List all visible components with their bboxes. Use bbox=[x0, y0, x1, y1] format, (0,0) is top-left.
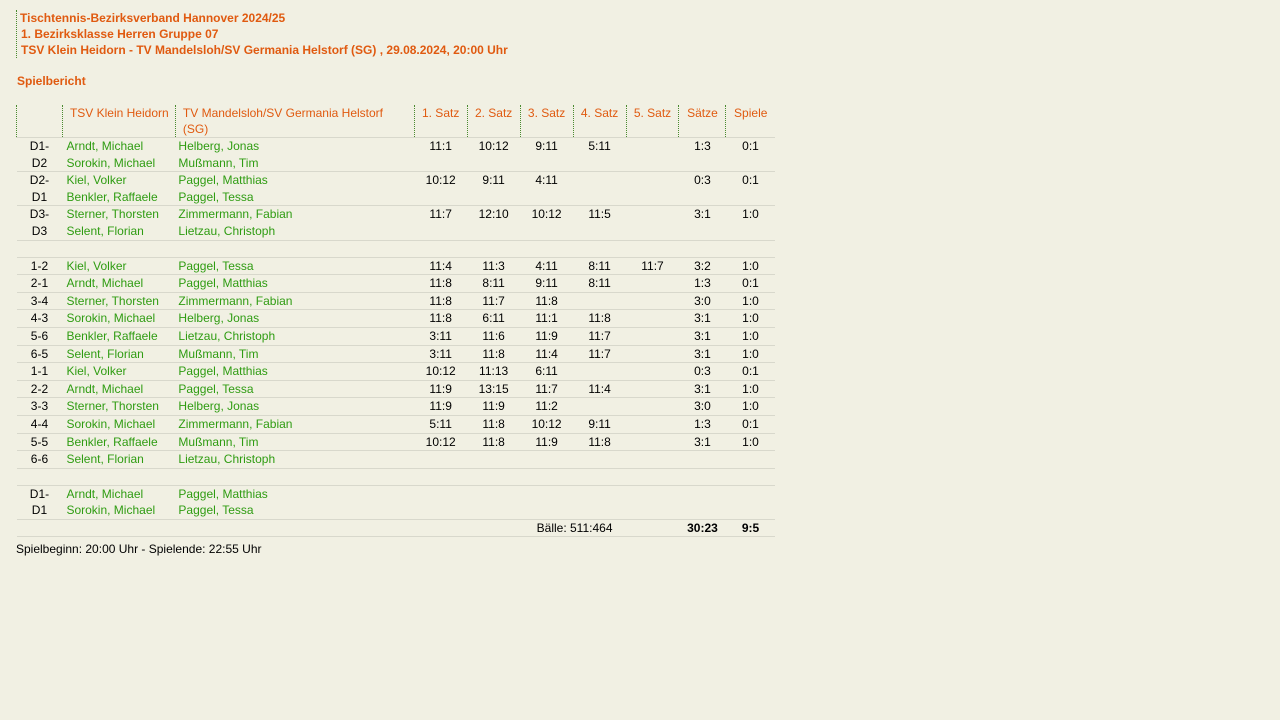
set-score bbox=[573, 292, 626, 310]
set-score: 11:4 bbox=[520, 345, 573, 363]
sets-result: 3:1 bbox=[679, 380, 726, 398]
home-player: Sorokin, Michael bbox=[62, 155, 175, 172]
set-score: 6:11 bbox=[467, 310, 520, 328]
doubles-row bbox=[17, 502, 776, 519]
pair-label: 5-5 bbox=[17, 433, 63, 451]
empty-cell bbox=[726, 468, 775, 485]
empty-cell bbox=[726, 189, 775, 206]
set-score: 4:11 bbox=[535, 173, 558, 188]
game-result: 1:0 bbox=[726, 327, 775, 345]
set-score bbox=[467, 451, 520, 469]
section-title: Spielbericht bbox=[17, 74, 86, 88]
set-score: 4:11 bbox=[520, 257, 573, 275]
set-score bbox=[573, 451, 626, 469]
singles-row bbox=[17, 398, 776, 416]
empty-cell bbox=[467, 155, 520, 172]
set-score: 9:11 bbox=[520, 275, 573, 293]
game-result: 1:0 bbox=[726, 345, 775, 363]
match-title: TSV Klein Heidorn - TV Mandelsloh/SV Germania Helstorf (SG) , 29.08.2024, 20:00 Uhr bbox=[21, 43, 508, 57]
set-score: 11:4 bbox=[414, 257, 467, 275]
empty-cell bbox=[679, 155, 726, 172]
set-score bbox=[626, 310, 679, 328]
set-score: 11:8 bbox=[467, 433, 520, 451]
game-result: 1:0 bbox=[726, 257, 775, 275]
guest-player: Paggel, Tessa bbox=[175, 189, 414, 206]
set-score: 11:9 bbox=[414, 398, 467, 416]
guest-player: Helberg, Jonas bbox=[175, 310, 414, 328]
pair-label: D1 bbox=[17, 502, 63, 519]
empty-cell bbox=[626, 502, 679, 519]
empty-cell bbox=[414, 155, 467, 172]
pair-label: D1 bbox=[17, 189, 63, 206]
set-score: 3:11 bbox=[414, 327, 467, 345]
empty-cell bbox=[414, 468, 467, 485]
set-score: 11:7 bbox=[573, 327, 626, 345]
empty-cell bbox=[573, 502, 626, 519]
set-score: 12:10 bbox=[478, 207, 509, 222]
guest-player: Lietzau, Christoph bbox=[175, 223, 414, 240]
home-player: Sorokin, Michael bbox=[62, 415, 175, 433]
guest-player: Mußmann, Tim bbox=[175, 345, 414, 363]
set-score bbox=[573, 363, 626, 381]
empty-cell bbox=[679, 189, 726, 206]
empty-cell bbox=[520, 155, 573, 172]
pair-label: D2 bbox=[17, 155, 63, 172]
empty-cell bbox=[626, 189, 679, 206]
game-result: 0:1 bbox=[726, 415, 775, 433]
empty-cell bbox=[626, 468, 679, 485]
home-player: Arndt, Michael bbox=[66, 486, 144, 501]
set-score: 11:7 bbox=[626, 257, 679, 275]
guest-player: Paggel, Matthias bbox=[178, 173, 268, 188]
set-score: 11:8 bbox=[414, 292, 467, 310]
guest-player: Helberg, Jonas bbox=[175, 398, 414, 416]
pair-label: 2-1 bbox=[17, 275, 63, 293]
home-player: Sorokin, Michael bbox=[62, 502, 175, 519]
pair-label: 4-3 bbox=[17, 310, 63, 328]
guest-player: Paggel, Tessa bbox=[175, 380, 414, 398]
singles-row bbox=[17, 380, 776, 398]
sets-result bbox=[679, 451, 726, 469]
home-player: Sterner, Thorsten bbox=[62, 292, 175, 310]
guest-player: Lietzau, Christoph bbox=[175, 327, 414, 345]
empty-cell bbox=[414, 502, 467, 519]
set-score: 11:5 bbox=[588, 207, 611, 222]
pair-label: D1- bbox=[29, 486, 50, 501]
doubles-row bbox=[17, 138, 776, 155]
set-score: 13:15 bbox=[467, 380, 520, 398]
doubles-row bbox=[17, 172, 776, 189]
set-score: 11:9 bbox=[520, 433, 573, 451]
set-score: 11:8 bbox=[467, 345, 520, 363]
empty-cell bbox=[679, 502, 726, 519]
sets-result: 1:3 bbox=[694, 139, 711, 153]
set-score bbox=[626, 138, 679, 155]
guest-player: Zimmermann, Fabian bbox=[175, 292, 414, 310]
empty-cell bbox=[414, 240, 467, 257]
game-result: 1:0 bbox=[726, 292, 775, 310]
sets-result: 3:1 bbox=[679, 345, 726, 363]
singles-row bbox=[17, 275, 776, 293]
empty-cell bbox=[573, 223, 626, 240]
set-score bbox=[626, 345, 679, 363]
pair-label: D1- bbox=[29, 139, 50, 153]
col-set3: 3. Satz bbox=[520, 105, 573, 138]
doubles-row bbox=[17, 485, 776, 502]
empty-cell bbox=[520, 502, 573, 519]
set-score bbox=[626, 292, 679, 310]
home-player: Benkler, Raffaele bbox=[62, 327, 175, 345]
home-player: Arndt, Michael bbox=[62, 275, 175, 293]
empty-cell bbox=[679, 240, 726, 257]
singles-row bbox=[17, 363, 776, 381]
home-player: Selent, Florian bbox=[62, 223, 175, 240]
set-score: 8:11 bbox=[467, 275, 520, 293]
balls-total: Bälle: 511:464 bbox=[414, 519, 679, 537]
doubles-row bbox=[17, 223, 776, 240]
set-score bbox=[520, 451, 573, 469]
game-result: 0:1 bbox=[742, 173, 759, 188]
set-score bbox=[626, 363, 679, 381]
set-score: 11:1 bbox=[429, 139, 452, 153]
col-guest: TV Mandelsloh/SV Germania Helstorf (SG) bbox=[175, 105, 414, 138]
set-score: 3:11 bbox=[414, 345, 467, 363]
table-body bbox=[17, 138, 776, 537]
pair-label: D3- bbox=[29, 207, 50, 222]
pair-label: 6-6 bbox=[17, 451, 63, 469]
empty-cell bbox=[414, 223, 467, 240]
set-score: 11:9 bbox=[520, 327, 573, 345]
empty-cell bbox=[175, 240, 414, 257]
set-score: 10:12 bbox=[478, 139, 509, 153]
spacer-row bbox=[17, 240, 776, 257]
doubles-row bbox=[17, 189, 776, 206]
set-score: 5:11 bbox=[414, 415, 467, 433]
home-player: Kiel, Volker bbox=[62, 257, 175, 275]
spacer-row bbox=[17, 468, 776, 485]
empty-cell bbox=[573, 468, 626, 485]
guest-player: Paggel, Tessa bbox=[175, 502, 414, 519]
empty-cell bbox=[467, 223, 520, 240]
empty-cell bbox=[626, 240, 679, 257]
pair-label: 3-4 bbox=[17, 292, 63, 310]
empty-cell bbox=[573, 155, 626, 172]
pair-label: 1-1 bbox=[17, 363, 63, 381]
home-player: Benkler, Raffaele bbox=[62, 189, 175, 206]
game-result: 0:1 bbox=[726, 275, 775, 293]
sets-result: 0:3 bbox=[679, 363, 726, 381]
empty-cell bbox=[573, 189, 626, 206]
doubles-row bbox=[17, 155, 776, 172]
singles-row bbox=[17, 433, 776, 451]
empty-cell bbox=[573, 485, 626, 502]
col-pair bbox=[17, 105, 63, 138]
game-result bbox=[726, 451, 775, 469]
pair-label: 3-3 bbox=[17, 398, 63, 416]
sets-result: 3:1 bbox=[694, 207, 711, 222]
game-result: 1:0 bbox=[742, 207, 759, 222]
empty-cell bbox=[520, 240, 573, 257]
empty-cell bbox=[414, 189, 467, 206]
empty-cell bbox=[520, 223, 573, 240]
sets-result: 3:2 bbox=[679, 257, 726, 275]
pair-label: 1-2 bbox=[17, 257, 63, 275]
set-score: 11:8 bbox=[573, 433, 626, 451]
set-score: 10:12 bbox=[414, 363, 467, 381]
guest-player: Paggel, Tessa bbox=[175, 257, 414, 275]
home-player: Sterner, Thorsten bbox=[66, 207, 159, 222]
home-player: Kiel, Volker bbox=[62, 363, 175, 381]
pair-label: 2-2 bbox=[17, 380, 63, 398]
set-score bbox=[626, 451, 679, 469]
home-player: Selent, Florian bbox=[62, 451, 175, 469]
sets-total: 30:23 bbox=[679, 519, 726, 537]
game-result: 0:1 bbox=[742, 139, 759, 153]
game-result: 0:1 bbox=[726, 363, 775, 381]
game-result: 1:0 bbox=[726, 398, 775, 416]
singles-row bbox=[17, 345, 776, 363]
home-player: Selent, Florian bbox=[62, 345, 175, 363]
singles-row bbox=[17, 327, 776, 345]
guest-player: Mußmann, Tim bbox=[175, 433, 414, 451]
set-score: 11:3 bbox=[467, 257, 520, 275]
empty-cell bbox=[679, 223, 726, 240]
empty-cell bbox=[17, 240, 63, 257]
empty-cell bbox=[414, 485, 467, 502]
pair-label: 4-4 bbox=[17, 415, 63, 433]
sets-result: 3:1 bbox=[679, 433, 726, 451]
col-set4: 4. Satz bbox=[573, 105, 626, 138]
pair-label: D3 bbox=[17, 223, 63, 240]
set-score: 8:11 bbox=[573, 275, 626, 293]
set-score: 9:11 bbox=[482, 173, 505, 188]
empty-cell bbox=[726, 223, 775, 240]
singles-row bbox=[17, 415, 776, 433]
set-score: 11:6 bbox=[467, 327, 520, 345]
set-score: 11:8 bbox=[467, 415, 520, 433]
set-score: 9:11 bbox=[535, 139, 558, 153]
set-score bbox=[626, 206, 679, 223]
empty-cell bbox=[626, 155, 679, 172]
match-report-table bbox=[16, 105, 775, 537]
col-home: TSV Klein Heidorn bbox=[62, 105, 175, 138]
empty-cell bbox=[726, 502, 775, 519]
empty-cell bbox=[175, 468, 414, 485]
set-score bbox=[626, 275, 679, 293]
set-score: 11:7 bbox=[467, 292, 520, 310]
empty-cell bbox=[17, 468, 63, 485]
sets-result: 1:3 bbox=[679, 275, 726, 293]
sets-result: 3:1 bbox=[679, 327, 726, 345]
guest-player: Zimmermann, Fabian bbox=[178, 207, 293, 222]
set-score: 9:11 bbox=[573, 415, 626, 433]
sets-result: 3:0 bbox=[679, 398, 726, 416]
empty-cell bbox=[62, 240, 175, 257]
home-player: Arndt, Michael bbox=[62, 380, 175, 398]
game-result: 1:0 bbox=[726, 433, 775, 451]
guest-player: Helberg, Jonas bbox=[178, 139, 260, 153]
guest-player: Paggel, Matthias bbox=[175, 363, 414, 381]
game-result: 1:0 bbox=[726, 310, 775, 328]
empty-cell bbox=[626, 485, 679, 502]
pair-label: 6-5 bbox=[17, 345, 63, 363]
set-score bbox=[626, 172, 679, 189]
set-score: 11:1 bbox=[520, 310, 573, 328]
set-score: 11:8 bbox=[414, 275, 467, 293]
set-score: 5:11 bbox=[588, 139, 611, 153]
set-score: 11:13 bbox=[467, 363, 520, 381]
empty-cell bbox=[626, 223, 679, 240]
empty-cell bbox=[520, 485, 573, 502]
empty-cell bbox=[726, 485, 775, 502]
set-score: 11:7 bbox=[573, 345, 626, 363]
set-score: 11:2 bbox=[520, 398, 573, 416]
col-saetze: Sätze bbox=[679, 105, 726, 138]
empty-cell bbox=[520, 189, 573, 206]
set-score: 10:12 bbox=[531, 207, 562, 222]
col-set2: 2. Satz bbox=[467, 105, 520, 138]
singles-row bbox=[17, 292, 776, 310]
home-player: Benkler, Raffaele bbox=[62, 433, 175, 451]
empty-cell bbox=[467, 485, 520, 502]
totals-row bbox=[17, 519, 776, 537]
federation-title: Tischtennis-Bezirksverband Hannover 2024/25 bbox=[20, 11, 286, 25]
game-result: 1:0 bbox=[726, 380, 775, 398]
set-score: 10:12 bbox=[414, 433, 467, 451]
singles-row bbox=[17, 310, 776, 328]
guest-player: Mußmann, Tim bbox=[175, 155, 414, 172]
set-score: 11:9 bbox=[414, 380, 467, 398]
set-score bbox=[626, 327, 679, 345]
set-score: 11:8 bbox=[414, 310, 467, 328]
doubles-row bbox=[17, 206, 776, 223]
pair-label: D2- bbox=[29, 173, 50, 188]
set-score: 11:8 bbox=[573, 310, 626, 328]
empty-cell bbox=[467, 468, 520, 485]
home-player: Sorokin, Michael bbox=[62, 310, 175, 328]
sets-result: 1:3 bbox=[679, 415, 726, 433]
set-score bbox=[573, 398, 626, 416]
guest-player: Lietzau, Christoph bbox=[175, 451, 414, 469]
set-score: 10:12 bbox=[520, 415, 573, 433]
set-score: 11:7 bbox=[520, 380, 573, 398]
sets-result: 3:0 bbox=[679, 292, 726, 310]
empty-cell bbox=[726, 240, 775, 257]
set-score: 6:11 bbox=[520, 363, 573, 381]
col-set5: 5. Satz bbox=[626, 105, 679, 138]
empty-cell bbox=[62, 468, 175, 485]
set-score bbox=[626, 433, 679, 451]
set-score: 11:4 bbox=[573, 380, 626, 398]
games-total: 9:5 bbox=[726, 519, 775, 537]
col-set1: 1. Satz bbox=[414, 105, 467, 138]
empty-cell bbox=[726, 155, 775, 172]
empty-cell bbox=[679, 468, 726, 485]
home-player: Kiel, Volker bbox=[66, 173, 127, 188]
set-score: 11:9 bbox=[467, 398, 520, 416]
set-score: 10:12 bbox=[425, 173, 456, 188]
home-player: Sterner, Thorsten bbox=[62, 398, 175, 416]
empty-cell bbox=[573, 240, 626, 257]
empty-cell bbox=[467, 189, 520, 206]
singles-row bbox=[17, 257, 776, 275]
set-score bbox=[414, 451, 467, 469]
set-score: 11:8 bbox=[520, 292, 573, 310]
home-player: Arndt, Michael bbox=[66, 139, 144, 153]
empty-cell bbox=[679, 485, 726, 502]
empty-cell bbox=[520, 468, 573, 485]
set-score bbox=[626, 415, 679, 433]
set-score: 8:11 bbox=[573, 257, 626, 275]
empty-cell bbox=[467, 502, 520, 519]
set-score bbox=[626, 398, 679, 416]
col-spiele: Spiele bbox=[726, 105, 775, 138]
set-score bbox=[626, 380, 679, 398]
guest-player: Paggel, Matthias bbox=[175, 275, 414, 293]
match-times: Spielbeginn: 20:00 Uhr - Spielende: 22:55 Uhr bbox=[16, 542, 262, 556]
guest-player: Zimmermann, Fabian bbox=[175, 415, 414, 433]
empty-cell bbox=[467, 240, 520, 257]
sets-result: 3:1 bbox=[679, 310, 726, 328]
league-title: 1. Bezirksklasse Herren Gruppe 07 bbox=[21, 27, 219, 41]
sets-result: 0:3 bbox=[694, 173, 711, 188]
set-score bbox=[573, 172, 626, 189]
report-header bbox=[16, 10, 508, 58]
pair-label: 5-6 bbox=[17, 327, 63, 345]
empty-cell bbox=[17, 519, 415, 537]
singles-row bbox=[17, 451, 776, 469]
guest-player: Paggel, Matthias bbox=[178, 486, 268, 501]
set-score: 11:7 bbox=[429, 207, 452, 222]
